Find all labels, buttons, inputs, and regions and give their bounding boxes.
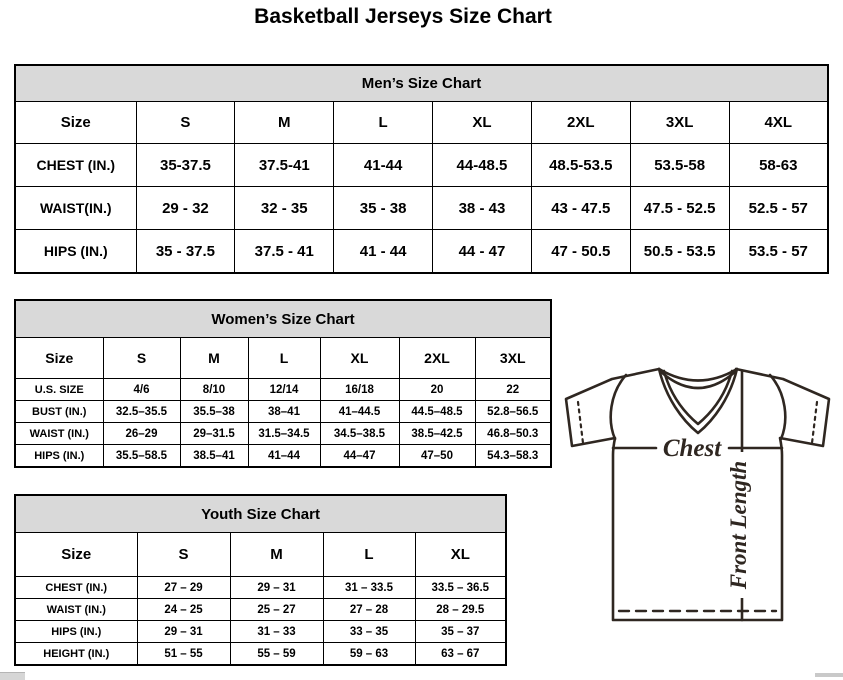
value-cell: 58-63: [729, 144, 828, 187]
womens-size-table: [14, 299, 552, 468]
table-title-row: [15, 300, 551, 338]
value-cell: 41 - 44: [334, 230, 433, 274]
row-label-cell: WAIST(IN.): [15, 187, 136, 230]
value-cell: 47 - 50.5: [531, 230, 630, 274]
size-header-cell: Size: [15, 338, 103, 379]
table-title-row: [15, 65, 828, 102]
size-header-cell: Size: [15, 533, 137, 577]
value-cell: 29 – 31: [230, 577, 323, 599]
value-cell: 16/18: [320, 379, 399, 401]
jersey-diagram-svg: [552, 358, 843, 630]
value-cell: 29–31.5: [180, 423, 248, 445]
value-cell: 52.8–56.5: [475, 401, 551, 423]
column-header-cell: M: [230, 533, 323, 577]
value-cell: 35 - 37.5: [136, 230, 235, 274]
value-cell: 33 – 35: [323, 621, 415, 643]
row-label-cell: HEIGHT (IN.): [15, 643, 137, 666]
row-label-cell: CHEST (IN.): [15, 144, 136, 187]
row-label-cell: BUST (IN.): [15, 401, 103, 423]
value-cell: 27 – 29: [137, 577, 230, 599]
value-cell: 32.5–35.5: [103, 401, 180, 423]
value-cell: 41–44: [248, 445, 320, 468]
value-cell: 52.5 - 57: [729, 187, 828, 230]
column-header-cell: S: [103, 338, 180, 379]
value-cell: 37.5 - 41: [235, 230, 334, 274]
value-cell: 29 - 32: [136, 187, 235, 230]
table-row: [15, 445, 551, 468]
table-title-row: [15, 495, 506, 533]
table-row: [15, 230, 828, 274]
value-cell: 31 – 33.5: [323, 577, 415, 599]
column-header-row: [15, 338, 551, 379]
value-cell: 4/6: [103, 379, 180, 401]
left-sleeve-seam: [611, 375, 626, 439]
youth-size-table: [14, 494, 507, 666]
value-cell: 8/10: [180, 379, 248, 401]
front-length-label: Front Length: [726, 460, 751, 590]
value-cell: 43 - 47.5: [531, 187, 630, 230]
column-header-cell: XL: [320, 338, 399, 379]
row-label-cell: HIPS (IN.): [15, 230, 136, 274]
jersey-outline: [566, 369, 829, 620]
column-header-cell: S: [136, 102, 235, 144]
value-cell: 38 - 43: [433, 187, 532, 230]
row-label-cell: WAIST (IN.): [15, 423, 103, 445]
page-title: Basketball Jerseys Size Chart: [254, 5, 552, 28]
value-cell: 29 – 31: [137, 621, 230, 643]
value-cell: 37.5-41: [235, 144, 334, 187]
vneck-inner: [664, 371, 732, 424]
value-cell: 48.5-53.5: [531, 144, 630, 187]
row-label-cell: HIPS (IN.): [15, 621, 137, 643]
value-cell: 50.5 - 53.5: [630, 230, 729, 274]
value-cell: 35.5–38: [180, 401, 248, 423]
value-cell: 35.5–58.5: [103, 445, 180, 468]
value-cell: 44–47: [320, 445, 399, 468]
table-title: Men’s Size Chart: [15, 65, 828, 102]
jersey-measurement-diagram: [552, 358, 843, 630]
column-header-cell: L: [248, 338, 320, 379]
value-cell: 31 – 33: [230, 621, 323, 643]
value-cell: 22: [475, 379, 551, 401]
column-header-cell: L: [323, 533, 415, 577]
right-cuff-dashed-line: [812, 402, 817, 443]
row-label-cell: CHEST (IN.): [15, 577, 137, 599]
right-sleeve-seam: [770, 375, 785, 439]
row-label-cell: U.S. SIZE: [15, 379, 103, 401]
value-cell: 63 – 67: [415, 643, 506, 666]
value-cell: 27 – 28: [323, 599, 415, 621]
table-row: [15, 423, 551, 445]
value-cell: 35 – 37: [415, 621, 506, 643]
value-cell: 25 – 27: [230, 599, 323, 621]
value-cell: 38.5–41: [180, 445, 248, 468]
table-row: [15, 379, 551, 401]
column-header-cell: L: [334, 102, 433, 144]
table-row: [15, 144, 828, 187]
value-cell: 33.5 – 36.5: [415, 577, 506, 599]
value-cell: 44.5–48.5: [399, 401, 475, 423]
value-cell: 55 – 59: [230, 643, 323, 666]
chest-label: Chest: [662, 435, 722, 462]
value-cell: 59 – 63: [323, 643, 415, 666]
value-cell: 53.5-58: [630, 144, 729, 187]
value-cell: 31.5–34.5: [248, 423, 320, 445]
value-cell: 47–50: [399, 445, 475, 468]
left-cuff-dashed-line: [578, 402, 583, 443]
table-title: Women’s Size Chart: [15, 300, 551, 338]
value-cell: 44-48.5: [433, 144, 532, 187]
value-cell: 35-37.5: [136, 144, 235, 187]
value-cell: 41–44.5: [320, 401, 399, 423]
value-cell: 47.5 - 52.5: [630, 187, 729, 230]
value-cell: 46.8–50.3: [475, 423, 551, 445]
column-header-cell: S: [137, 533, 230, 577]
value-cell: 41-44: [334, 144, 433, 187]
table-row: [15, 599, 506, 621]
value-cell: 12/14: [248, 379, 320, 401]
column-header-cell: 4XL: [729, 102, 828, 144]
column-header-cell: 3XL: [475, 338, 551, 379]
value-cell: 20: [399, 379, 475, 401]
table-row: [15, 643, 506, 666]
column-header-cell: 2XL: [399, 338, 475, 379]
size-header-cell: Size: [15, 102, 136, 144]
column-header-cell: M: [180, 338, 248, 379]
column-header-cell: 3XL: [630, 102, 729, 144]
mens-size-table: [14, 64, 829, 274]
table-row: [15, 577, 506, 599]
row-label-cell: HIPS (IN.): [15, 445, 103, 468]
column-header-cell: XL: [433, 102, 532, 144]
table-row: [15, 621, 506, 643]
value-cell: 26–29: [103, 423, 180, 445]
column-header-cell: XL: [415, 533, 506, 577]
table-title: Youth Size Chart: [15, 495, 506, 533]
value-cell: 32 - 35: [235, 187, 334, 230]
value-cell: 34.5–38.5: [320, 423, 399, 445]
value-cell: 44 - 47: [433, 230, 532, 274]
scrollbar-thumb-fragment: [815, 673, 843, 677]
value-cell: 53.5 - 57: [729, 230, 828, 274]
value-cell: 51 – 55: [137, 643, 230, 666]
column-header-cell: M: [235, 102, 334, 144]
table-row: [15, 187, 828, 230]
value-cell: 38.5–42.5: [399, 423, 475, 445]
column-header-cell: 2XL: [531, 102, 630, 144]
column-header-row: [15, 102, 828, 144]
row-label-cell: WAIST (IN.): [15, 599, 137, 621]
table-row: [15, 401, 551, 423]
value-cell: 28 – 29.5: [415, 599, 506, 621]
value-cell: 24 – 25: [137, 599, 230, 621]
value-cell: 35 - 38: [334, 187, 433, 230]
value-cell: 54.3–58.3: [475, 445, 551, 468]
column-header-row: [15, 533, 506, 577]
value-cell: 38–41: [248, 401, 320, 423]
